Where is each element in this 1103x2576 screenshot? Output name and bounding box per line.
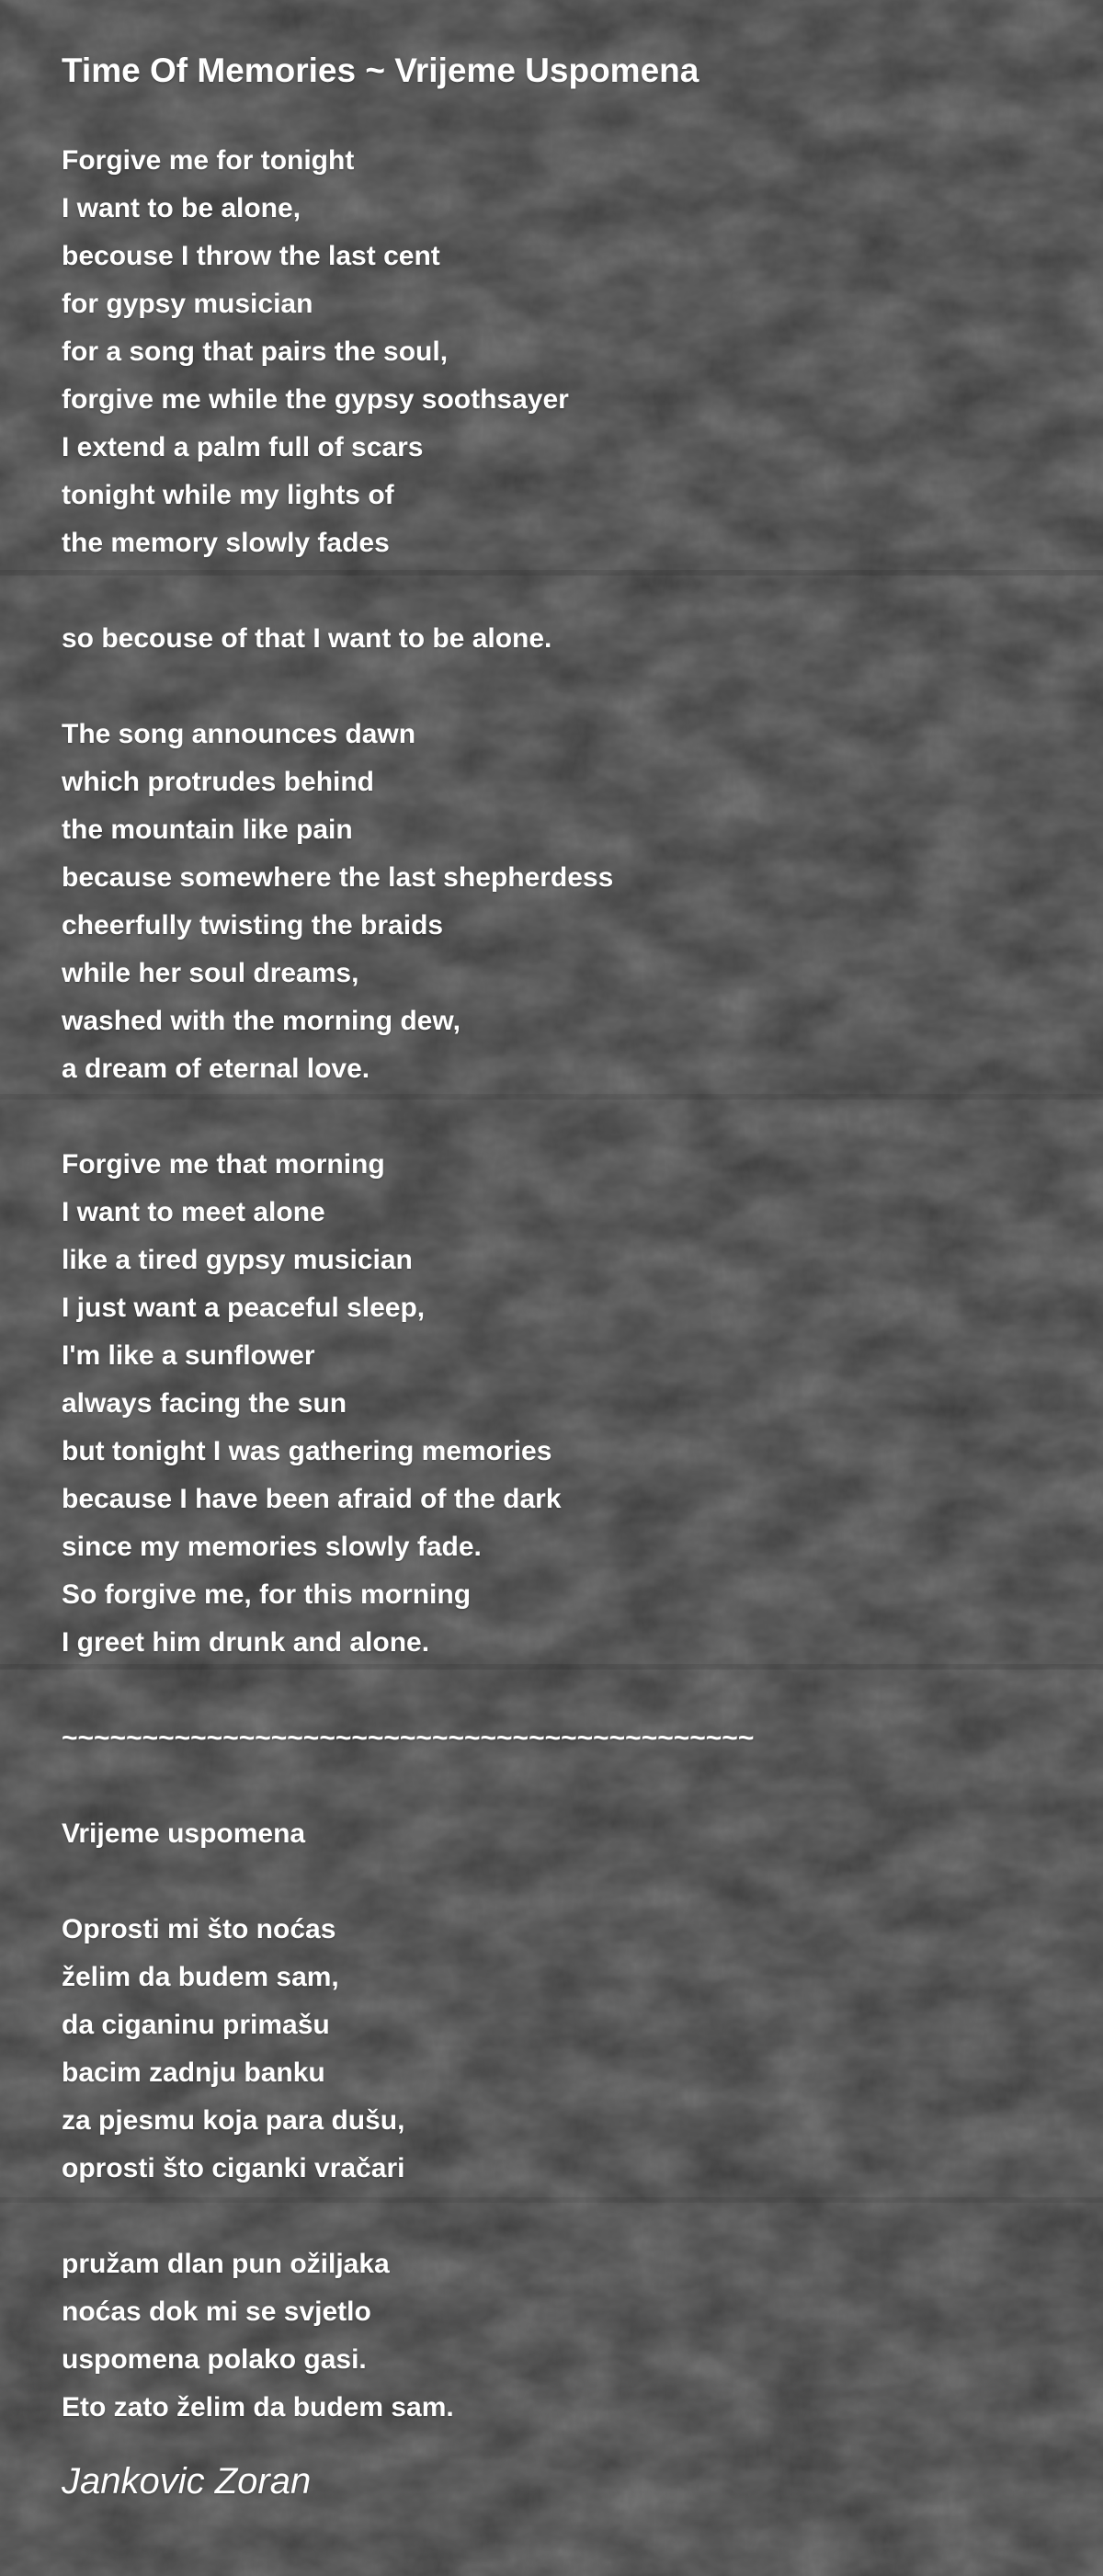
poem-line: za pjesmu koja para dušu, — [62, 2105, 405, 2136]
poem-line: the mountain like pain — [62, 815, 353, 845]
poem-line: while her soul dreams, — [62, 958, 359, 988]
poem-line: always facing the sun — [62, 1388, 347, 1419]
poem-line: for a song that pairs the soul, — [62, 336, 449, 367]
poem-line: I want to be alone, — [62, 193, 301, 223]
poem-line: washed with the morning dew, — [62, 1006, 461, 1036]
poem-stanza — [62, 1715, 1054, 1762]
poem-stanza — [62, 1141, 1054, 1667]
poem-line: but tonight I was gathering memories — [62, 1436, 552, 1466]
poem-line: Forgive me that morning — [62, 1149, 385, 1180]
poem-body — [62, 137, 1054, 2432]
poem-line: so becouse of that I want to be alone. — [62, 623, 552, 654]
poem-author: Jankovic Zoran — [62, 2461, 312, 2502]
poem-line: noćas dok mi se svjetlo — [62, 2297, 371, 2327]
stanza-gap — [62, 1858, 1054, 1906]
poem-line: because somewhere the last shepherdess — [62, 862, 614, 893]
poem-line: for gypsy musician — [62, 289, 313, 319]
stanza-gap — [62, 2193, 1054, 2240]
poem-stanza — [62, 137, 1054, 567]
poem-line: Eto zato želim da budem sam. — [62, 2392, 454, 2422]
poem-stanza — [62, 1810, 1054, 1858]
poem-stanza — [62, 615, 1054, 663]
stanza-gap — [62, 1667, 1054, 1715]
poem-line: I want to meet alone — [62, 1197, 325, 1227]
poem-line: oprosti što ciganki vračari — [62, 2153, 405, 2183]
stanza-gap — [62, 663, 1054, 711]
poem-line: I just want a peaceful sleep, — [62, 1293, 426, 1323]
poem-line: Oprosti mi što noćas — [62, 1914, 336, 1944]
poem-stanza — [62, 1906, 1054, 2193]
poem-line: cheerfully twisting the braids — [62, 910, 444, 940]
poem-line: I greet him drunk and alone. — [62, 1627, 430, 1658]
poem-line: the memory slowly fades — [62, 528, 390, 558]
poem-line: because I have been afraid of the dark — [62, 1484, 562, 1514]
poem-line: tonight while my lights of — [62, 480, 394, 510]
poem-line: So forgive me, for this morning — [62, 1579, 472, 1610]
poem-stanza — [62, 2240, 1054, 2432]
poem-line: da ciganinu primašu — [62, 2010, 330, 2040]
poem-line: The song announces dawn — [62, 719, 416, 749]
poem-line: like a tired gypsy musician — [62, 1245, 413, 1275]
stanza-gap — [62, 567, 1054, 615]
poem-line: forgive me while the gypsy soothsayer — [62, 384, 569, 415]
poem-line: bacim zadnju banku — [62, 2057, 325, 2088]
poem-line: I'm like a sunflower — [62, 1340, 315, 1371]
poem-line: pružam dlan pun ožiljaka — [62, 2249, 390, 2279]
stanza-gap — [62, 1762, 1054, 1810]
poem-line: which protrudes behind — [62, 767, 375, 797]
poem-line: Forgive me for tonight — [62, 145, 355, 176]
poem-line: ~~~~~~~~~~~~~~~~~~~~~~~~~~~~~~~~~~~~~~~~~~~ — [62, 1723, 755, 1753]
poem-line: a dream of eternal love. — [62, 1054, 370, 1084]
poem-line: since my memories slowly fade. — [62, 1532, 482, 1562]
poem-line: I extend a palm full of scars — [62, 432, 424, 462]
poem-line: uspomena polako gasi. — [62, 2344, 367, 2375]
poem-line: becouse I throw the last cent — [62, 241, 440, 271]
stanza-gap — [62, 1093, 1054, 1141]
poem-line: Vrijeme uspomena — [62, 1818, 306, 1849]
poem-title: Time Of Memories ~ Vrijeme Uspomena — [62, 51, 699, 89]
poem-stanza — [62, 711, 1054, 1093]
poem-line: želim da budem sam, — [62, 1962, 339, 1992]
